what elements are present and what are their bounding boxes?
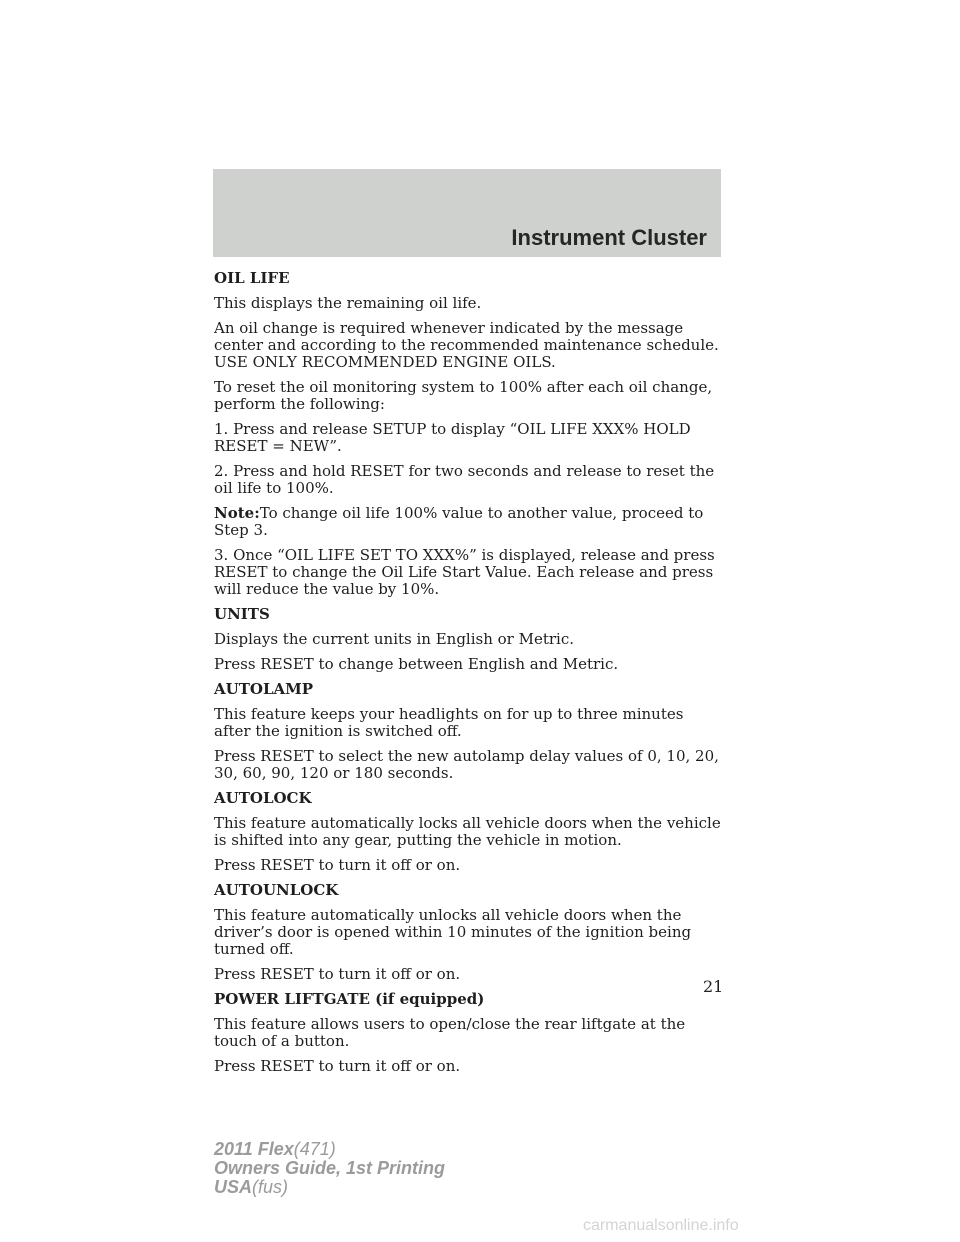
footer-line-3: [214, 1178, 445, 1197]
paragraph: To reset the oil monitoring system to 100% after each oil change, perform the following:: [214, 378, 713, 413]
footer-code: (471): [293, 1139, 336, 1159]
step-2: 2. Press and hold RESET for two seconds and release to reset the oil life to 100%.: [214, 462, 715, 497]
section-title: Instrument Cluster: [511, 225, 707, 250]
note-label: Note:: [214, 504, 260, 522]
print-footer: [214, 1140, 445, 1197]
paragraph: This feature allows users to open/close the rear liftgate at the touch of a button.: [214, 1015, 686, 1050]
footer-market: USA: [214, 1177, 253, 1197]
note-text: To change oil life 100% value to another value, proceed to Step 3.: [214, 504, 704, 539]
paragraph: Press RESET to turn it off or on.: [214, 965, 461, 983]
paragraph: Displays the current units in English or Metric.: [214, 630, 575, 648]
heading-units: UNITS: [214, 605, 270, 623]
page-number: 21: [703, 977, 724, 996]
paragraph: Press RESET to turn it off or on.: [214, 1057, 461, 1075]
paragraph: Press RESET to select the new autolamp delay values of 0, 10, 20, 30, 60, 90, 120 or 180 seconds.: [214, 747, 719, 782]
heading-power-liftgate: POWER LIFTGATE (if equipped): [214, 990, 485, 1008]
heading-oil-life: OIL LIFE: [214, 269, 290, 287]
paragraph: This feature automatically unlocks all vehicle doors when the driver’s door is opened within 10 minutes of the ignition being turned off.: [214, 906, 692, 958]
paragraph: An oil change is required whenever indicated by the message center and according to the recommended maintenance schedule. USE ONLY RECOMMENDED ENGINE OILS.: [214, 319, 719, 371]
footer-market-code: (fus): [252, 1177, 289, 1197]
paragraph: Press RESET to turn it off or on.: [214, 856, 461, 874]
page-content: [214, 270, 722, 1083]
paragraph: Press RESET to change between English and Metric.: [214, 655, 619, 673]
heading-autounlock: AUTOUNLOCK: [214, 881, 339, 899]
footer-model: 2011 Flex: [214, 1139, 294, 1159]
section-header-bar: [213, 169, 721, 257]
paragraph: This feature automatically locks all vehicle doors when the vehicle is shifted into any gear, putting the vehicle in motion.: [214, 814, 721, 849]
step-1: 1. Press and release SETUP to display “OIL LIFE XXX% HOLD RESET = NEW”.: [214, 420, 691, 455]
step-3: 3. Once “OIL LIFE SET TO XXX%” is displayed, release and press RESET to change the Oil Life Start Value. Each release and press will reduce the value by 10%.: [214, 546, 715, 598]
heading-autolamp: AUTOLAMP: [214, 680, 314, 698]
footer-line-2: Owners Guide, 1st Printing: [214, 1158, 446, 1178]
paragraph: This feature keeps your headlights on for up to three minutes after the ignition is switched off.: [214, 705, 684, 740]
note: [214, 505, 722, 539]
watermark: carmanualsonline.info: [583, 1217, 739, 1234]
paragraph: This displays the remaining oil life.: [214, 294, 482, 312]
footer-line-1: [214, 1140, 445, 1159]
heading-autolock: AUTOLOCK: [214, 789, 312, 807]
